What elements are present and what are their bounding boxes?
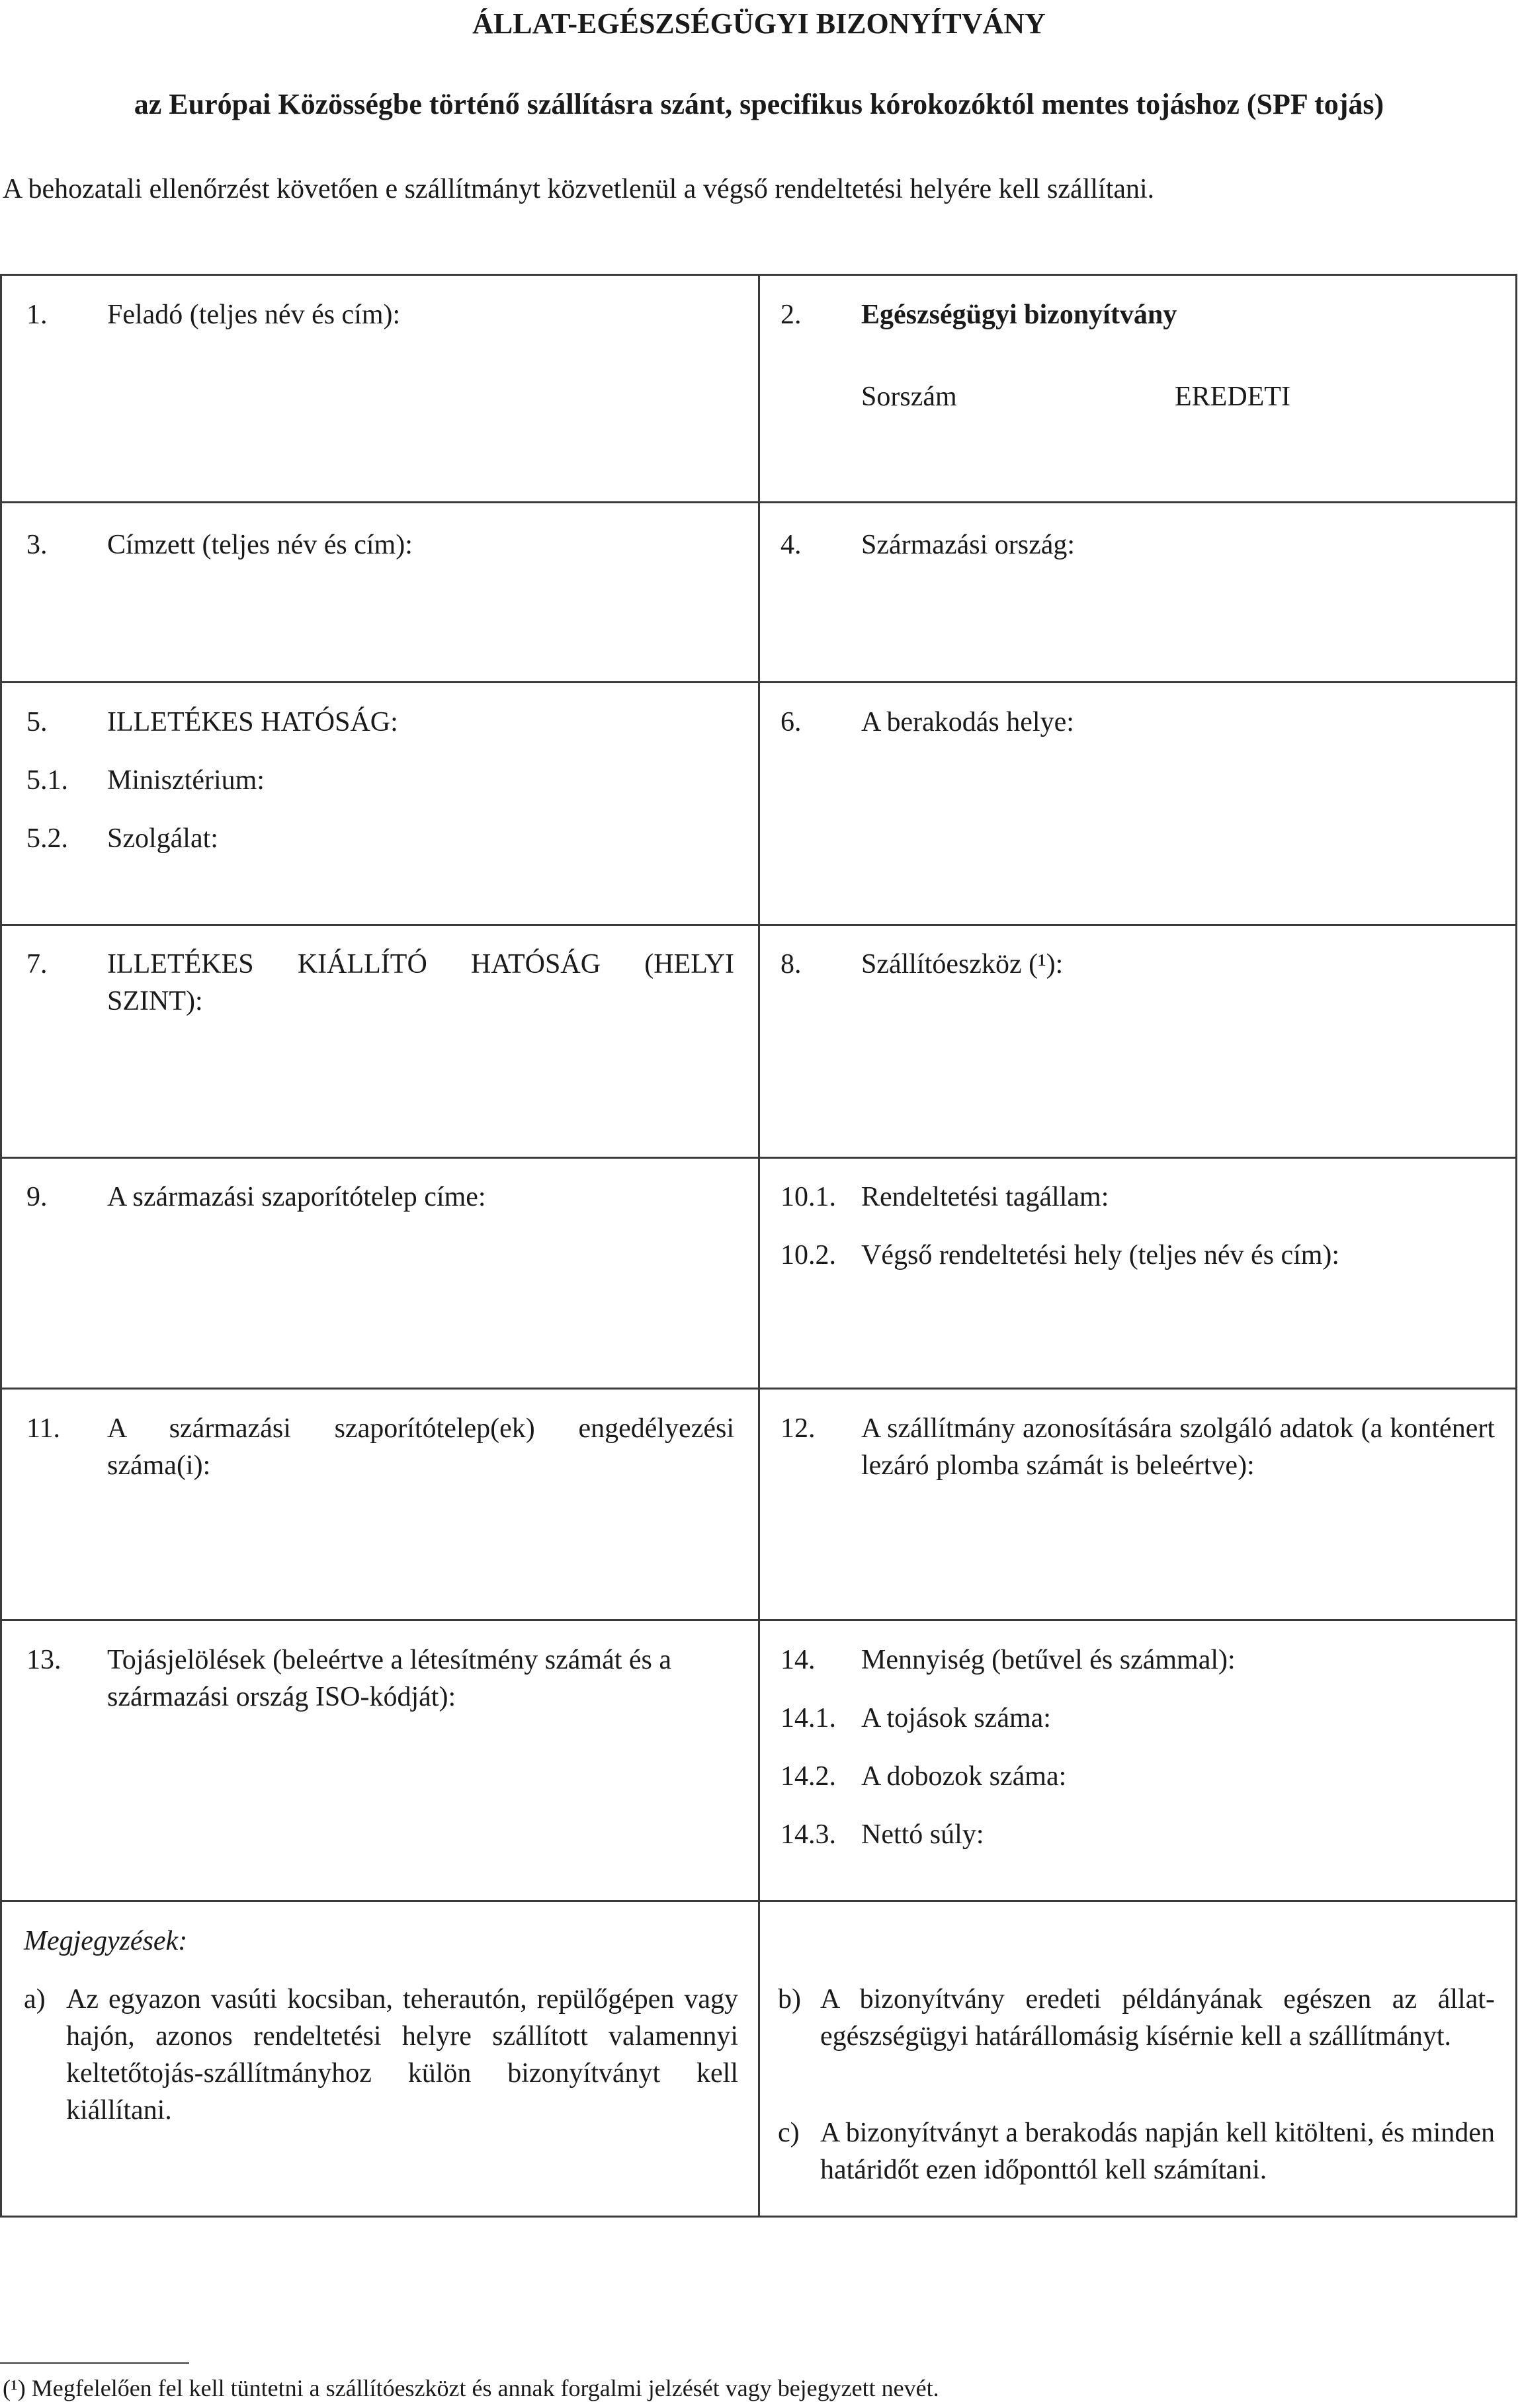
note-a-letter: a) <box>24 1984 46 2014</box>
box-label: Feladó (teljes név és cím): <box>107 300 401 330</box>
box-9-origin-farm-address <box>26 1179 728 1218</box>
box-number: 10.2. <box>780 1240 836 1270</box>
box-number: 5. <box>26 707 48 737</box>
box-12-identification <box>780 1410 1495 1489</box>
box-label: Rendeltetési tagállam: <box>861 1182 1109 1212</box>
box-number: 14.3. <box>780 1819 836 1850</box>
serial-number-label: Sorszám <box>861 382 957 412</box>
box-number: 5.2. <box>26 823 68 854</box>
box-label: Mennyiség (betűvel és számmal): <box>861 1645 1236 1675</box>
box-3-consignee <box>26 526 728 566</box>
box-14-1-egg-count <box>780 1700 1488 1739</box>
box-label: Minisztérium: <box>107 765 265 796</box>
box-6-place-of-loading <box>780 704 1488 743</box>
box-label: Szolgálat: <box>107 823 218 854</box>
box-8-means-of-transport <box>780 946 1488 985</box>
box-label: A tojások száma: <box>861 1703 1051 1733</box>
box-number: 12. <box>780 1413 816 1444</box>
box-10-2-final-destination <box>780 1237 1488 1276</box>
box-1-sender <box>26 296 728 336</box>
box-4-country-of-origin <box>780 526 1488 566</box>
note-b-text: A bizonyítvány eredeti példányának egészen az állat-egészségügyi határállomásig kísérnie kell a szállítmányt. <box>820 1984 1495 2052</box>
box-number: 14.1. <box>780 1703 836 1733</box>
box-number: 14. <box>780 1645 816 1675</box>
box-number: 5.1. <box>26 765 68 796</box>
box-label: Végső rendeltetési hely (teljes név és cím): <box>861 1240 1340 1270</box>
box-14-quantity <box>780 1641 1488 1681</box>
box-number: 7. <box>26 949 48 979</box>
box-11-approval-numbers <box>26 1410 734 1489</box>
box-5-1-ministry <box>26 762 728 802</box>
note-c-text: A bizonyítványt a berakodás napján kell kitölteni, és minden határidőt ezen időponttól kell számítani. <box>820 2118 1495 2185</box>
footnote-separator <box>0 2362 189 2364</box>
note-b-letter: b) <box>778 1984 801 2014</box>
box-5-competent-authority <box>26 704 728 743</box>
box-label: A származási szaporítótelep címe: <box>107 1182 486 1212</box>
box-label: A dobozok száma: <box>861 1761 1067 1792</box>
box-7-issuing-authority <box>26 946 734 1025</box>
box-14-2-box-count <box>780 1758 1488 1798</box>
intro-text: A behozatali ellenőrzést követően e szállítmányt közvetlenül a végső rendeltetési helyére kell szállítani. <box>3 174 1155 204</box>
note-c-letter: c) <box>778 2118 800 2148</box>
box-number: 4. <box>780 530 802 560</box>
box-13-egg-markings <box>26 1641 728 1721</box>
box-number: 1. <box>26 300 48 330</box>
footnote: (¹) Megfelelően fel kell tüntetni a szállítóeszközt és annak forgalmi jelzését vagy bejegyzett nevét. <box>3 2375 939 2401</box>
box-2-health-certificate <box>780 296 1488 336</box>
document-subtitle: az Európai Közösségbe történő szállításra szánt, specifikus kórokozóktól mentes tojáshoz (SPF tojás) <box>134 88 1384 120</box>
note-a-text: Az egyazon vasúti kocsiban, teherautón, repülőgépen vagy hajón, azonos rendeltetési helyre szállított valamennyi keltetőtojás-szállítmányhoz külön bizonyítványt kell kiállítani. <box>66 1984 738 2126</box>
box-10-1-member-state <box>780 1179 1488 1218</box>
box-number: 8. <box>780 949 802 979</box>
box-label: Tojásjelölések (beleértve a létesítmény számát és a származási ország ISO-kódját): <box>107 1645 672 1712</box>
box-label: A származási szaporítótelep(ek) engedélyezési száma(i): <box>107 1413 734 1481</box>
box-number: 6. <box>780 707 802 737</box>
box-label: Címzett (teljes név és cím): <box>107 530 413 560</box>
box-number: 3. <box>26 530 48 560</box>
box-5-2-service <box>26 820 728 860</box>
box-number: 11. <box>26 1413 60 1444</box>
box-label: Szállítóeszköz (¹): <box>861 949 1064 979</box>
box-14-3-net-weight <box>780 1816 1488 1856</box>
box-label: Nettó súly: <box>861 1819 984 1850</box>
notes-heading: Megjegyzések: <box>24 1926 188 1956</box>
box-label: A szállítmány azonosítására szolgáló adatok (a konténert lezáró plomba számát is beleértve): <box>861 1413 1495 1481</box>
box-label: Egészségügyi bizonyítvány <box>861 300 1177 330</box>
box-label: A berakodás helye: <box>861 707 1074 737</box>
box-number: 10.1. <box>780 1182 836 1212</box>
box-number: 14.2. <box>780 1761 836 1792</box>
original-label: EREDETI <box>1175 382 1290 412</box>
box-label: ILLETÉKES HATÓSÁG: <box>107 707 398 737</box>
document-title: ÁLLAT-EGÉSZSÉGÜGYI BIZONYÍTVÁNY <box>472 7 1046 40</box>
box-number: 2. <box>780 300 802 330</box>
box-label: Származási ország: <box>861 530 1075 560</box>
box-label: ILLETÉKES KIÁLLÍTÓ HATÓSÁG (HELYI SZINT): <box>107 949 734 1017</box>
box-number: 13. <box>26 1645 62 1675</box>
box-number: 9. <box>26 1182 48 1212</box>
